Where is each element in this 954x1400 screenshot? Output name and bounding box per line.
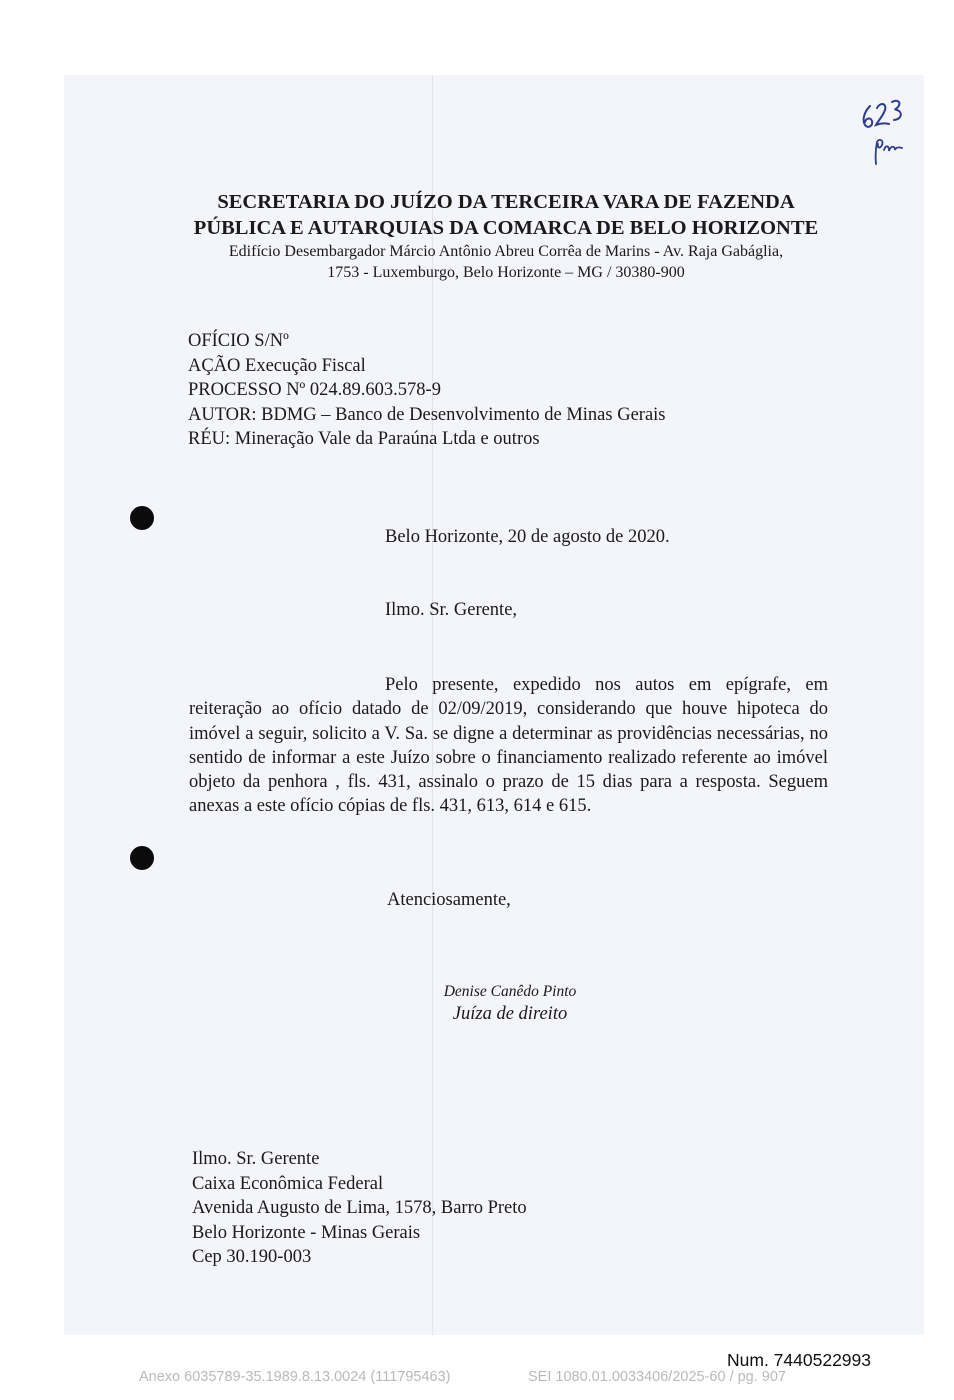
case-info-line: AÇÃO Execução Fiscal	[188, 355, 366, 376]
recipient-line: Belo Horizonte - Minas Gerais	[192, 1222, 421, 1243]
case-info	[188, 329, 666, 452]
recipient-line: Ilmo. Sr. Gerente	[192, 1149, 320, 1169]
case-info-line: AUTOR: BDMG – Banco de Desenvolvimento de Minas Gerais	[188, 404, 666, 425]
footer-annex: Anexo 6035789-35.1989.8.13.0024 (111795463)	[139, 1369, 451, 1385]
document-number: Num. 7440522993	[727, 1350, 871, 1370]
punch-hole-bottom	[130, 846, 154, 870]
footer-sei: SEI 1080.01.0033406/2025-60 / pg. 907	[528, 1369, 786, 1385]
handwritten-page-number	[856, 92, 916, 177]
closing: Atenciosamente,	[387, 890, 511, 910]
punch-hole-top	[130, 506, 154, 530]
header-address-2: 1753 - Luxemburgo, Belo Horizonte – MG / 30380-900	[327, 264, 685, 281]
signer-name: Denise Canêdo Pinto	[443, 983, 577, 1000]
signer-title: Juíza de direito	[452, 1004, 568, 1024]
case-info-line: OFÍCIO S/Nº	[188, 331, 289, 351]
recipient-address	[192, 1147, 527, 1270]
case-info-line: PROCESSO Nº 024.89.603.578-9	[188, 380, 441, 400]
signature-block	[420, 982, 600, 1026]
recipient-line: Avenida Augusto de Lima, 1578, Barro Preto	[192, 1198, 527, 1218]
header-line-1: SECRETARIA DO JUÍZO DA TERCEIRA VARA DE FAZENDA	[217, 191, 795, 213]
recipient-line: Cep 30.190-003	[192, 1247, 312, 1267]
recipient-line: Caixa Econômica Federal	[192, 1173, 384, 1194]
date-line: Belo Horizonte, 20 de agosto de 2020.	[385, 527, 670, 547]
header-address-1: Edifício Desembargador Márcio Antônio Abreu Corrêa de Marins - Av. Raja Gabáglia,	[228, 243, 784, 260]
header-line-2: PÚBLICA E AUTARQUIAS DA COMARCA DE BELO HORIZONTE	[193, 217, 819, 239]
salutation: Ilmo. Sr. Gerente,	[385, 600, 518, 620]
letter-body: Pelo presente, expedido nos autos em epígrafe, em reiteração ao ofício datado de 02/09/2019, considerando que houve hipoteca do imóvel a seguir, solicito a V. Sa. se digne a determinar as providências necessárias, no sentido de informar a este Juízo sobre o financiamento realizado referente ao imóvel objeto da penhora , fls. 431, assinalo o prazo de 15 dias para a resposta. Seguem anexas a este ofício cópias de fls. 431, 613, 614 e 615.	[189, 675, 828, 817]
case-info-line: RÉU: Mineração Vale da Paraúna Ltda e outros	[188, 429, 540, 449]
court-header	[150, 189, 862, 283]
